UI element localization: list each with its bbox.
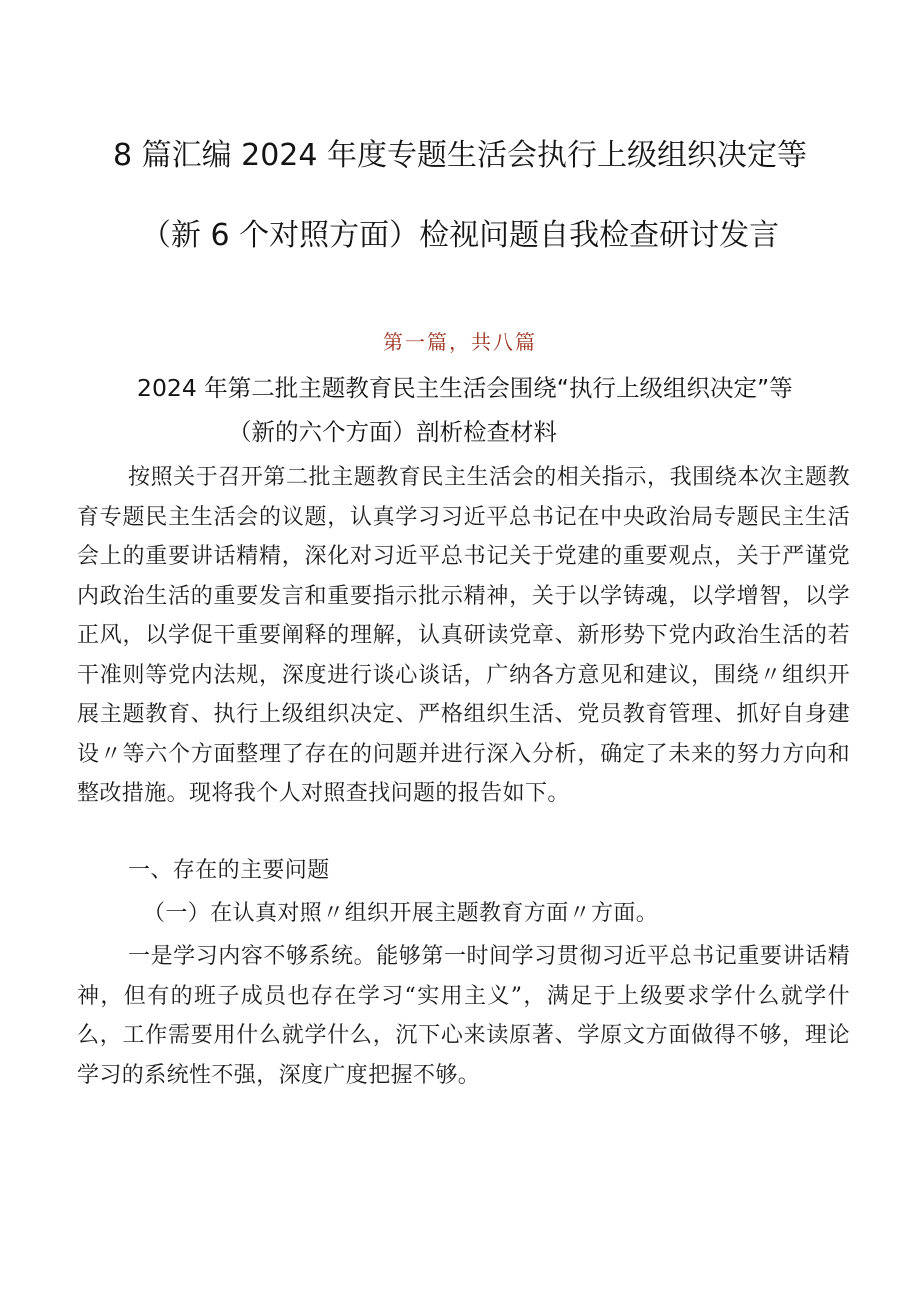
- subsection-heading: （一）在认真对照〃组织开展主题教育方面〃方面。: [143, 901, 659, 926]
- document-title-line-1: 8 篇汇编 2024 年度专题生活会执行上级组织决定等: [112, 138, 808, 173]
- section-series-label: 第一篇，共八篇: [383, 330, 537, 354]
- body-paragraph: 一是学习内容不够系统。能够第一时间学习贯彻习近平总书记重要讲话精神，但有的班子成员也存在学习“实用主义”，满足于上级要求学什么就学什么，工作需要用什么就学什么，沉下心来读原著、学原文方面做得不够，理论学习的系统性不强，深度广度把握不够。: [77, 944, 850, 1088]
- section-heading: 一、存在的主要问题: [128, 858, 330, 883]
- document-title-line-2: （新 6 个对照方面）检视问题自我检查研讨发言: [140, 218, 780, 253]
- intro-paragraph: 按照关于召开第二批主题教育民主生活会的相关指示，我围绕本次主题教育专题民主生活会的议题，认真学习习近平总书记在中央政治局专题民主生活会上的重要讲话精精，深化对习近平总书记关于党建的重要观点，关于严谨党内政治生活的重要发言和重要指示批示精神，关于以学铸魂，以学增智，以学正风，以学促干重要阐释的理解，认真研读党章、新形势下党内政治生活的若干准则等党内法规，深度进行谈心谈话，广纳各方意见和建议，围绕〃组织开展主题教育、执行上级组织决定、严格组织生活、党员教育管理、抓好自身建设〃等六个方面整理了存在的问题并进行深入分析，确定了未来的努力方向和整改措施。现将我个人对照查找问题的报告如下。: [77, 465, 850, 806]
- article-title-line-1: 2024 年第二批主题教育民主生活会围绕“执行上级组织决定”等: [137, 374, 793, 402]
- article-title-line-2: （新的六个方面）剖析检查材料: [228, 418, 557, 446]
